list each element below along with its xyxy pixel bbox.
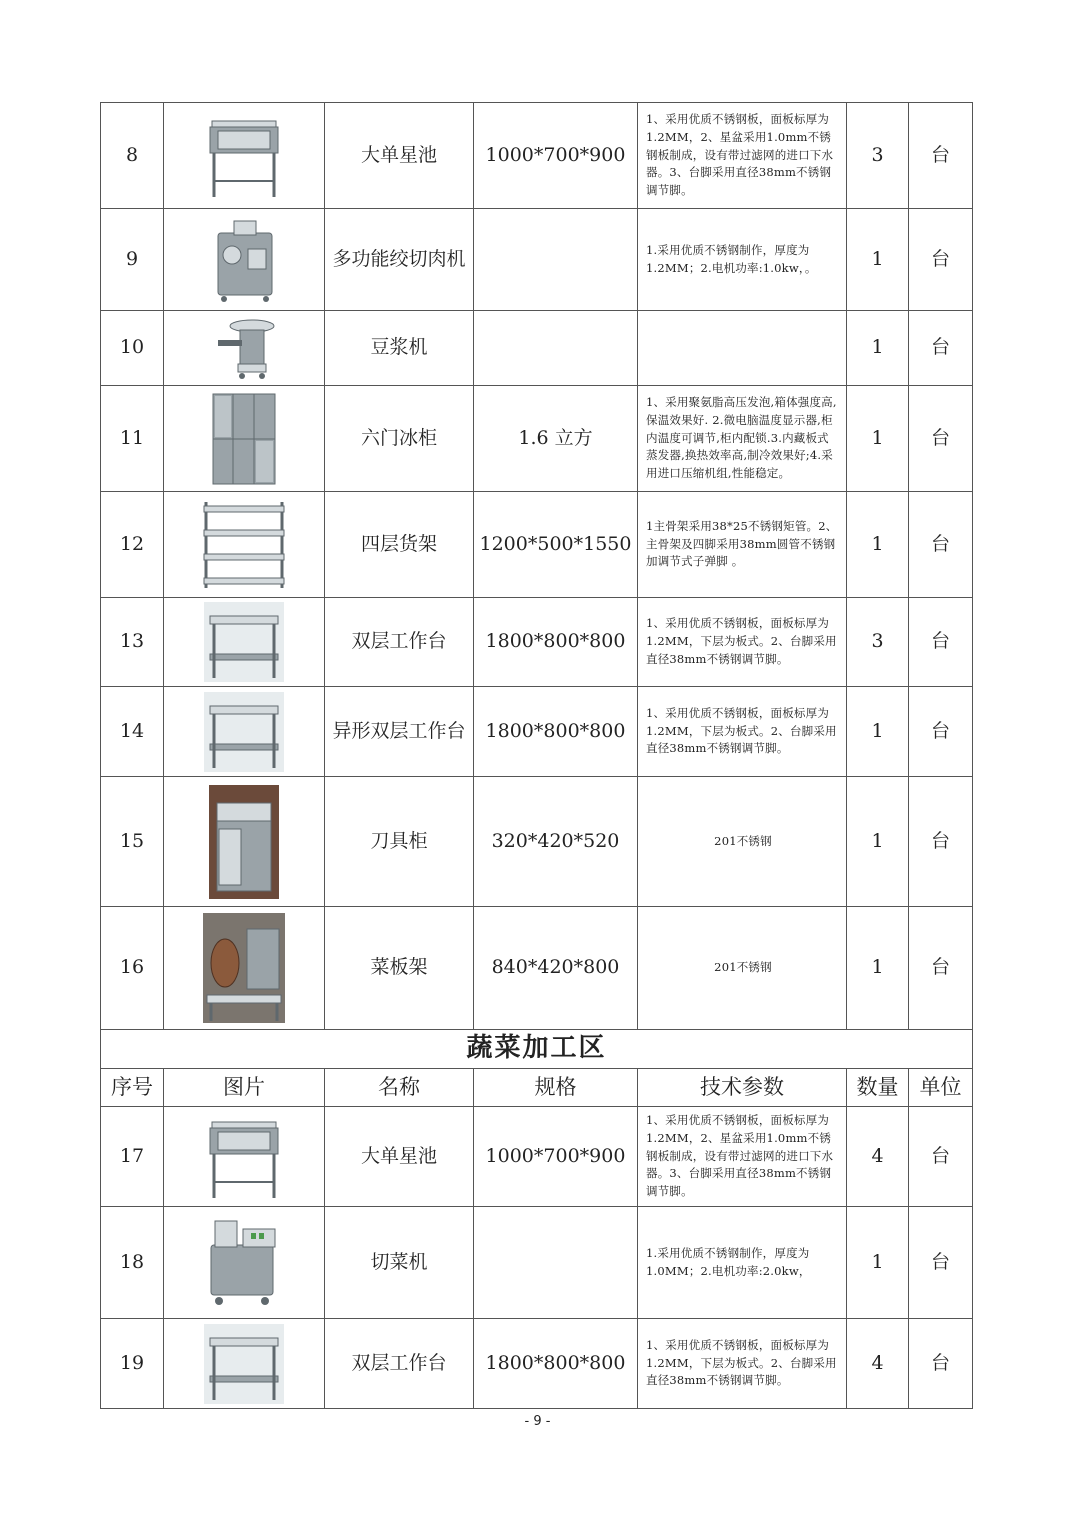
double-worktable-image	[164, 692, 324, 772]
section-title: 蔬菜加工区	[101, 1030, 973, 1069]
header-image: 图片	[164, 1069, 325, 1107]
product-image-cell	[164, 209, 325, 311]
product-spec: 1.6 立方	[474, 386, 638, 492]
row-number: 17	[101, 1107, 164, 1207]
double-worktable-image	[164, 602, 324, 682]
product-name: 切菜机	[325, 1207, 474, 1319]
product-name: 大单星池	[325, 1107, 474, 1207]
product-name: 四层货架	[325, 492, 474, 598]
table-header-row	[101, 1069, 973, 1107]
four-tier-shelf-image	[164, 498, 324, 592]
product-image-cell	[164, 907, 325, 1030]
product-name: 异形双层工作台	[325, 687, 474, 777]
unit: 台	[909, 907, 973, 1030]
product-image-cell	[164, 492, 325, 598]
quantity: 1	[847, 907, 909, 1030]
product-image-cell	[164, 311, 325, 386]
quantity: 1	[847, 311, 909, 386]
double-worktable-image	[164, 1324, 324, 1404]
row-number: 14	[101, 687, 164, 777]
table-row	[101, 311, 973, 386]
product-name: 双层工作台	[325, 1319, 474, 1409]
product-spec: 1800*800*800	[474, 687, 638, 777]
product-name: 菜板架	[325, 907, 474, 1030]
header-unit: 单位	[909, 1069, 973, 1107]
unit: 台	[909, 1319, 973, 1409]
product-image-cell	[164, 1107, 325, 1207]
unit: 台	[909, 598, 973, 687]
header-no: 序号	[101, 1069, 164, 1107]
table-row	[101, 777, 973, 907]
unit: 台	[909, 687, 973, 777]
product-image-cell	[164, 598, 325, 687]
product-spec	[474, 1207, 638, 1319]
product-image-cell	[164, 103, 325, 209]
quantity: 1	[847, 492, 909, 598]
product-image-cell	[164, 687, 325, 777]
unit: 台	[909, 311, 973, 386]
product-spec: 1800*800*800	[474, 1319, 638, 1409]
unit: 台	[909, 1107, 973, 1207]
unit: 台	[909, 386, 973, 492]
quantity: 1	[847, 777, 909, 907]
quantity: 1	[847, 687, 909, 777]
product-name: 刀具柜	[325, 777, 474, 907]
row-number: 10	[101, 311, 164, 386]
row-number: 9	[101, 209, 164, 311]
tech-params: 1、采用优质不锈钢板，面板标厚为1.2MM，下层为板式。2、台脚采用直径38mm不锈钢调节脚。	[638, 687, 847, 777]
unit: 台	[909, 103, 973, 209]
table-row	[101, 907, 973, 1030]
tech-params: 1、采用聚氨脂高压发泡,箱体强度高,保温效果好. 2.微电脑温度显示器,柜内温度可调节,柜内配锁.3.内藏板式蒸发器,换热效率高,制冷效果好;4.采用进口压缩机组,性能稳定。	[638, 386, 847, 492]
product-spec: 320*420*520	[474, 777, 638, 907]
soymilk-machine-image	[164, 316, 324, 380]
product-spec: 1200*500*1550	[474, 492, 638, 598]
table-row	[101, 1319, 973, 1409]
vegetable-cutter-image	[164, 1215, 324, 1311]
table-row	[101, 687, 973, 777]
quantity: 1	[847, 1207, 909, 1319]
tech-params: 1.采用优质不锈钢制作，厚度为1.2MM；2.电机功率:1.0kw，。	[638, 209, 847, 311]
quantity: 3	[847, 598, 909, 687]
row-number: 15	[101, 777, 164, 907]
quantity: 3	[847, 103, 909, 209]
quantity: 4	[847, 1319, 909, 1409]
product-spec: 1000*700*900	[474, 103, 638, 209]
sink-image	[164, 111, 324, 201]
product-name: 豆浆机	[325, 311, 474, 386]
knife-cabinet-image	[164, 785, 324, 899]
unit: 台	[909, 492, 973, 598]
tech-params: 1、采用优质不锈钢板，面板标厚为1.2MM，下层为板式。2、台脚采用直径38mm不锈钢调节脚。	[638, 598, 847, 687]
row-number: 19	[101, 1319, 164, 1409]
tech-params: 1、采用优质不锈钢板，面板标厚为1.2MM，2、星盆采用1.0mm不锈钢板制成，设有带过滤网的进口下水器。3、台脚采用直径38mm不锈钢调节脚。	[638, 1107, 847, 1207]
table-row	[101, 1107, 973, 1207]
table-row	[101, 1207, 973, 1319]
product-name: 大单星池	[325, 103, 474, 209]
product-image-cell	[164, 1319, 325, 1409]
product-image-cell	[164, 1207, 325, 1319]
product-name: 多功能绞切肉机	[325, 209, 474, 311]
tech-params: 1.采用优质不锈钢制作，厚度为1.0MM；2.电机功率:2.0kw，	[638, 1207, 847, 1319]
row-number: 13	[101, 598, 164, 687]
table-row	[101, 598, 973, 687]
row-number: 18	[101, 1207, 164, 1319]
unit: 台	[909, 777, 973, 907]
tech-params: 1、采用优质不锈钢板，面板标厚为1.2MM，下层为板式。2、台脚采用直径38mm不锈钢调节脚。	[638, 1319, 847, 1409]
row-number: 12	[101, 492, 164, 598]
table-row	[101, 209, 973, 311]
header-qty: 数量	[847, 1069, 909, 1107]
tech-params: 201不锈钢	[638, 907, 847, 1030]
product-spec: 1000*700*900	[474, 1107, 638, 1207]
equipment-table	[100, 102, 973, 1409]
quantity: 1	[847, 386, 909, 492]
quantity: 1	[847, 209, 909, 311]
header-name: 名称	[325, 1069, 474, 1107]
product-image-cell	[164, 386, 325, 492]
product-spec: 1800*800*800	[474, 598, 638, 687]
unit: 台	[909, 1207, 973, 1319]
cutting-board-rack-image	[164, 913, 324, 1023]
product-image-cell	[164, 777, 325, 907]
unit: 台	[909, 209, 973, 311]
table-row	[101, 386, 973, 492]
tech-params: 1主骨架采用38*25不锈钢矩管。2、主骨架及四脚采用38mm圆管不锈钢加调节式子弹脚 。	[638, 492, 847, 598]
table-row	[101, 103, 973, 209]
header-spec: 规格	[474, 1069, 638, 1107]
tech-params: 1、采用优质不锈钢板，面板标厚为1.2MM，2、星盆采用1.0mm不锈钢板制成，设有带过滤网的进口下水器。3、台脚采用直径38mm不锈钢调节脚。	[638, 103, 847, 209]
product-spec	[474, 311, 638, 386]
header-params: 技术参数	[638, 1069, 847, 1107]
product-spec	[474, 209, 638, 311]
tech-params	[638, 311, 847, 386]
row-number: 11	[101, 386, 164, 492]
product-spec: 840*420*800	[474, 907, 638, 1030]
page-number: - 9 -	[524, 1414, 551, 1429]
six-door-fridge-image	[164, 390, 324, 488]
sink-image	[164, 1112, 324, 1202]
row-number: 8	[101, 103, 164, 209]
product-name: 六门冰柜	[325, 386, 474, 492]
tech-params: 201不锈钢	[638, 777, 847, 907]
row-number: 16	[101, 907, 164, 1030]
quantity: 4	[847, 1107, 909, 1207]
meat-grinder-image	[164, 215, 324, 305]
table-row	[101, 492, 973, 598]
product-name: 双层工作台	[325, 598, 474, 687]
